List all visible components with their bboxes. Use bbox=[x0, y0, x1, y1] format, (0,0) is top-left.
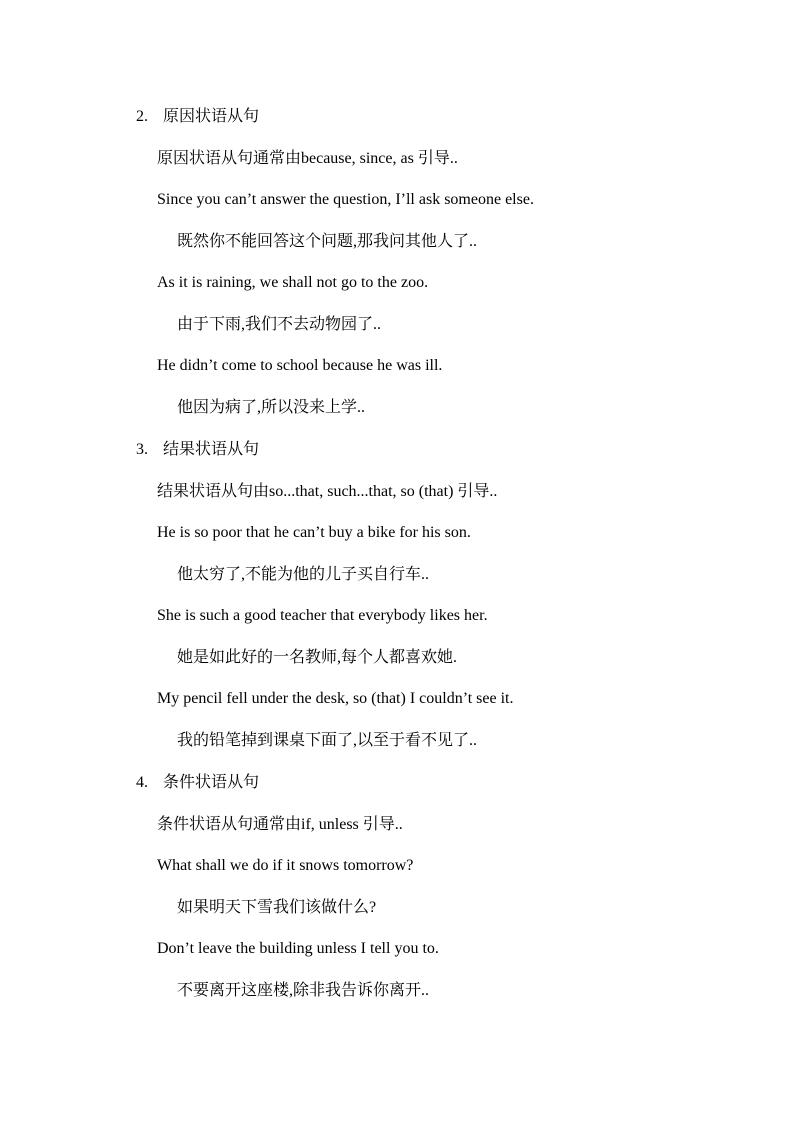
example-english: As it is raining, we shall not go to the zoo. bbox=[157, 274, 429, 291]
example-translation: 我的铅笔掉到课桌下面了,以至于看不见了.. bbox=[177, 732, 478, 749]
example-translation: 她是如此好的一名教师,每个人都喜欢她. bbox=[177, 649, 458, 666]
section-heading bbox=[136, 772, 259, 794]
section-title: 条件状语从句 bbox=[163, 774, 260, 791]
example-translation: 既然你不能回答这个问题,那我问其他人了.. bbox=[177, 233, 478, 250]
example-translation: 他太穷了,不能为他的儿子买自行车.. bbox=[177, 566, 430, 583]
example-english: Don’t leave the building unless I tell you to. bbox=[157, 940, 439, 957]
example-english: Since you can’t answer the question, I’ll ask someone else. bbox=[157, 191, 534, 208]
example-translation: 他因为病了,所以没来上学.. bbox=[177, 399, 366, 416]
section-intro: 结果状语从句由so...that, such...that, so (that) 引导.. bbox=[157, 483, 498, 500]
section-heading bbox=[136, 439, 259, 461]
section-title: 结果状语从句 bbox=[163, 441, 260, 458]
section-intro: 原因状语从句通常由because, since, as 引导.. bbox=[157, 150, 458, 167]
example-english: My pencil fell under the desk, so (that) I couldn’t see it. bbox=[157, 690, 514, 707]
example-translation: 由于下雨,我们不去动物园了.. bbox=[177, 316, 382, 333]
section-title: 原因状语从句 bbox=[163, 108, 260, 125]
example-translation: 如果明天下雪我们该做什么? bbox=[177, 899, 377, 916]
example-translation: 不要离开这座楼,除非我告诉你离开.. bbox=[177, 982, 430, 999]
example-english: What shall we do if it snows tomorrow? bbox=[157, 857, 414, 874]
section-heading bbox=[136, 106, 259, 128]
example-english: He didn’t come to school because he was ill. bbox=[157, 357, 443, 374]
section-number: 3. bbox=[136, 441, 148, 458]
example-english: She is such a good teacher that everybody likes her. bbox=[157, 607, 488, 624]
section-number: 2. bbox=[136, 108, 148, 125]
example-english: He is so poor that he can’t buy a bike for his son. bbox=[157, 524, 471, 541]
section-intro: 条件状语从句通常由if, unless 引导.. bbox=[157, 816, 403, 833]
section-number: 4. bbox=[136, 774, 148, 791]
